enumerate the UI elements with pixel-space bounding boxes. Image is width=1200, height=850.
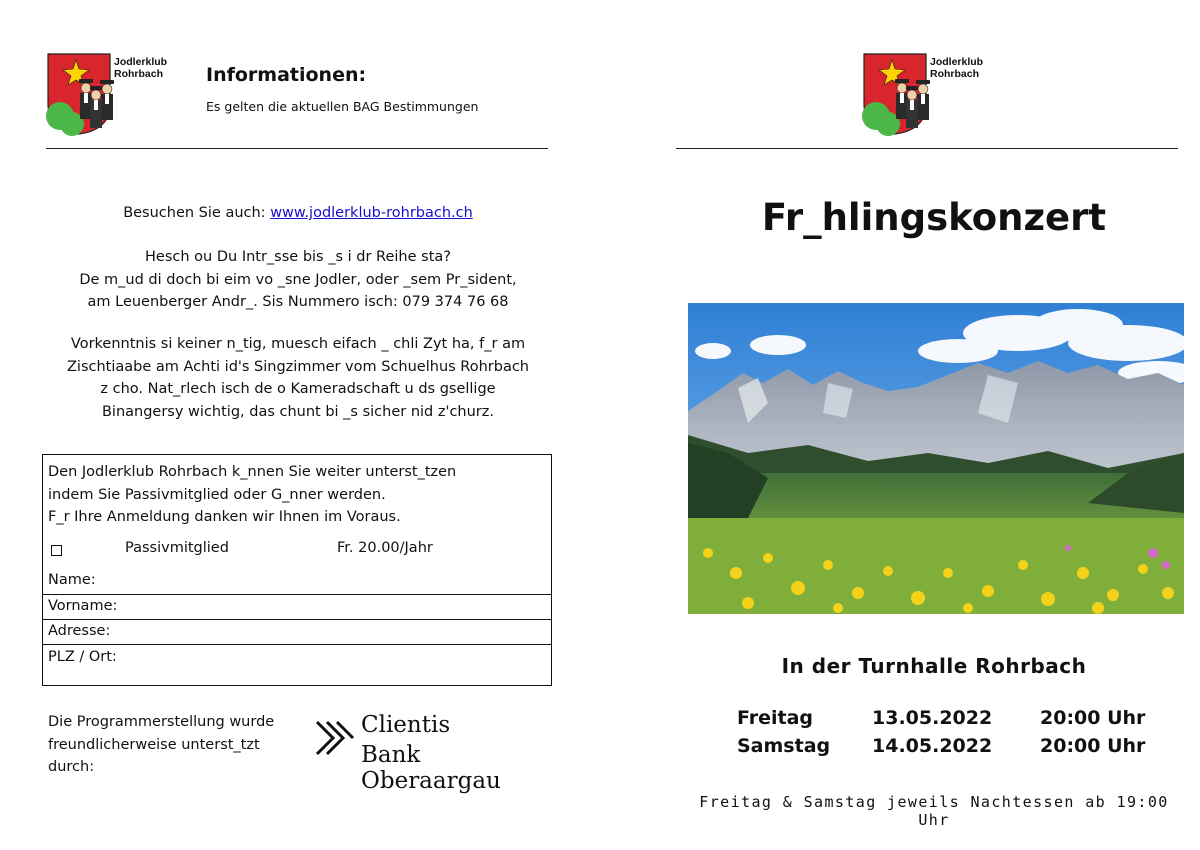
logo-name-line2: Rohrbach xyxy=(930,68,980,80)
schedule-saturday-time: 20:00 Uhr xyxy=(1040,735,1146,757)
logo-name-line1: Jodlerklub xyxy=(930,56,984,68)
plz-ort-field-label: PLZ / Ort: xyxy=(48,649,117,665)
passivmitglied-label: Passivmitglied xyxy=(125,540,229,556)
name-field[interactable] xyxy=(43,572,551,596)
sponsor-text xyxy=(48,711,274,779)
bank-name-line1: Clientis xyxy=(361,712,451,738)
info-title: Informationen: xyxy=(206,64,367,86)
mountain-meadow-photo xyxy=(688,303,1184,614)
recruit-line: De m_ud di doch bi eim vo _sne Jodler, oder _sem Pr_sident, xyxy=(79,271,517,288)
practice-paragraph xyxy=(40,333,556,423)
recruit-line: am Leuenberger Andr_. Sis Nummero isch: 079 374 76 68 xyxy=(87,294,509,310)
membership-intro-line: F_r Ihre Anmeldung danken wir Ihnen im Voraus. xyxy=(48,509,401,525)
logo-name-line2: Rohrbach xyxy=(114,68,164,80)
membership-intro-line: indem Sie Passivmitglied oder G_nner werden. xyxy=(48,486,386,503)
website-link[interactable]: www.jodlerklub-rohrbach.ch xyxy=(270,205,473,221)
left-divider xyxy=(46,148,548,149)
alpine-landscape-image xyxy=(688,303,1184,614)
membership-intro-line: Den Jodlerklub Rohrbach k_nnen Sie weiter unterst_tzen xyxy=(48,464,457,480)
schedule-saturday-day: Samstag xyxy=(737,735,831,757)
concert-venue: In der Turnhalle Rohrbach xyxy=(781,654,1087,678)
passivmitglied-checkbox[interactable] xyxy=(51,545,62,556)
visit-line xyxy=(40,202,556,225)
schedule-friday-date: 13.05.2022 xyxy=(872,707,993,729)
chevrons-icon xyxy=(315,718,355,762)
bank-logo xyxy=(315,712,565,794)
adresse-field-label: Adresse: xyxy=(48,623,111,639)
visit-prefix: Besuchen Sie auch: xyxy=(123,205,271,221)
membership-intro xyxy=(48,461,456,529)
concert-title: Fr_hlingskonzert xyxy=(761,196,1107,239)
form-divider xyxy=(43,644,551,645)
membership-form xyxy=(42,454,552,686)
bank-name-line2: Bank Oberaargau xyxy=(361,742,501,794)
sponsor-line: freundlicherweise unterst_tzt xyxy=(48,736,260,753)
club-logo-right xyxy=(862,52,982,136)
practice-line: z cho. Nat_rlech isch de o Kameradschaft u ds gsellige xyxy=(100,381,496,397)
plz-ort-field[interactable] xyxy=(43,649,551,673)
practice-line: Vorkenntnis si keiner n_tig, muesch eifach _ chli Zyt ha, f_r am xyxy=(70,336,526,352)
schedule-friday-time: 20:00 Uhr xyxy=(1040,707,1146,729)
schedule-friday-day: Freitag xyxy=(737,707,814,729)
name-field-label: Name: xyxy=(48,572,96,588)
info-subtitle: Es gelten die aktuellen BAG Bestimmungen xyxy=(206,99,479,114)
form-divider xyxy=(43,619,551,620)
recruit-line: Hesch ou Du Intr_sse bis _s i dr Reihe sta? xyxy=(145,249,451,265)
right-divider xyxy=(676,148,1178,149)
vorname-field-label: Vorname: xyxy=(48,598,118,614)
logo-name-line1: Jodlerklub xyxy=(114,56,168,68)
form-divider xyxy=(43,594,551,595)
sponsor-line: Die Programmerstellung wurde xyxy=(48,714,275,730)
practice-line: Zischtiaabe am Achti id's Singzimmer vom Schuelhus Rohrbach xyxy=(67,358,529,375)
sponsor-line: durch: xyxy=(48,759,95,775)
passivmitglied-fee: Fr. 20.00/Jahr xyxy=(337,540,433,556)
dinner-note: Freitag & Samstag jeweils Nachtessen ab 19:00 Uhr xyxy=(699,793,1169,829)
practice-line: Binangersy wichtig, das chunt bi _s sicher nid z'churz. xyxy=(101,403,494,420)
schedule-saturday-date: 14.05.2022 xyxy=(872,735,993,757)
club-logo xyxy=(46,52,166,136)
recruit-paragraph xyxy=(40,246,556,314)
